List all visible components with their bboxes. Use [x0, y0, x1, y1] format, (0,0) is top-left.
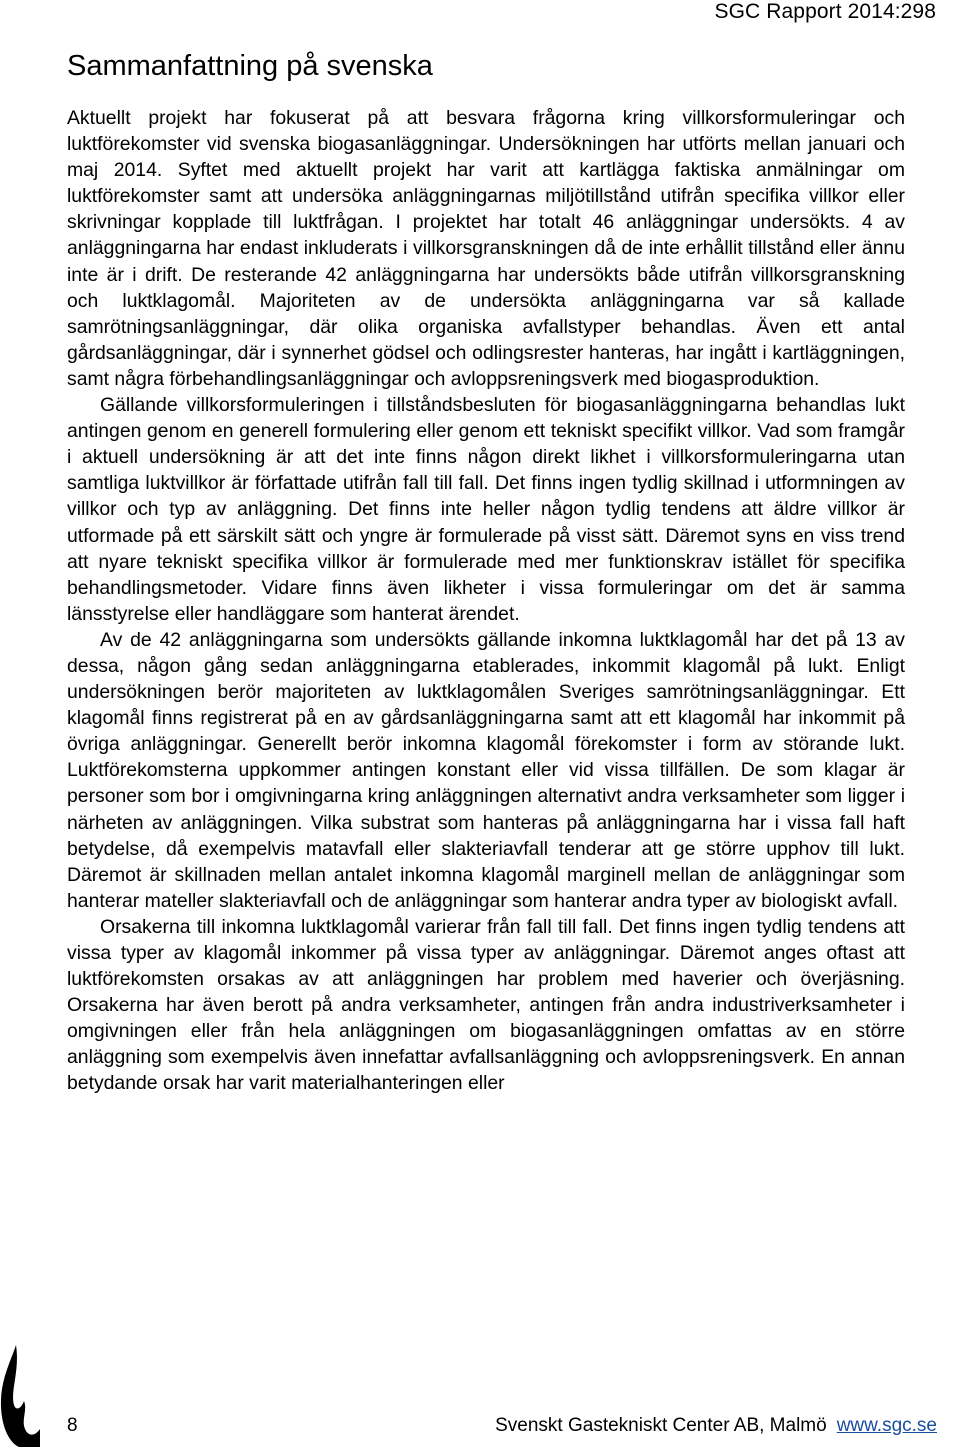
report-id: SGC Rapport 2014:298 — [714, 0, 936, 23]
flame-icon — [0, 1345, 40, 1447]
page-title: Sammanfattning på svenska — [67, 50, 433, 82]
paragraph-4: Orsakerna till inkomna luktklagomål varierar från fall till fall. Det finns ingen tydlig tendens att vissa typer av klagomål inkommer på vissa typer av anläggningar. Däremot anges oftast att luktförekomsten orsakas av att anläggningen har problem med haverier och överjäsning. Orsakerna har även berott på andra verksamheter, antingen från andra industriverksamheter i omgivningen eller från hela anläggningen om biogasanläggningen omfattas av en större anläggning som exempelvis även innefattar avfallsanläggning och avloppsreningsverk. En annan betydande orsak har varit materialhanteringen eller — [67, 915, 905, 1095]
paragraph-2: Gällande villkorsformuleringen i tillståndsbesluten för biogasanläggningarna behandlas lukt antingen genom en generell formulering eller genom ett tekniskt specifikt villkor. Vad som framgår i aktuell undersökning är att det inte finns någon direkt likhet i villkorsformuleringarna utan samtliga luktvillkor är författade utifrån fall till fall. Det finns ingen tydlig skillnad i utformningen av villkor och typ av anläggning. Det finns inte heller någon tydlig tendens att äldre villkor är utformade på ett särskilt sätt och yngre är formulerade på visst sätt. Däremot syns en viss trend att nyare tekniskt specifika villkor är formulerade med mer funktionskrav istället för specifika behandlingsmetoder. Vidare finns även likheter i vissa formuleringar om det är samma länsstyrelse eller handläggare som hanterat ärendet. — [67, 394, 905, 625]
paragraph-1: Aktuellt projekt har fokuserat på att besvara frågorna kring villkorsformuleringar och luktförekomster vid svenska biogasanläggningar. Undersökningen har utförts mellan januari och maj 2014. Syftet med aktuellt projekt har varit att kartlägga faktiska anmälningar om luktförekomster samt att undersöka anläggningarnas miljötillstånd utifrån specifika villkor eller skrivningar kopplade till luktfrågan. I projektet har totalt 46 anläggningar undersökts. 4 av anläggningarna har endast inkluderats i villkorsgranskningen då de inte erhållit tillstånd eller ännu inte är i drift. De resterande 42 anläggningarna har undersökts både utifrån villkorsgranskning och luktklagomål. Majoriteten av de undersökta anläggningarna var så kallade samrötningsanläggningar, där olika organiska avfallstyper behandlas. Även ett antal gårdsanläggningar, där i synnerhet gödsel och odlingsrester hanteras, har ingått i kartläggningen, samt några förbehandlingsanläggningar och avloppsreningsverk med biogasproduktion. — [67, 107, 905, 390]
document-body — [67, 105, 905, 1097]
paragraph-3: Av de 42 anläggningarna som undersökts gällande inkomna luktklagomål har det på 13 av dessa, någon gång sedan anläggningarna etablerades, inkommit klagomål på lukt. Enligt undersökningen berör majoriteten av luktklagomålen Sveriges samrötningsanläggningar. Ett klagomål finns registrerat på en av gårdsanläggningarna samt att ett klagomål har inkommit på övriga anläggningar. Generellt berör inkomna klagomål förekomster i form av störande lukt. Luktförekomsterna uppkommer antingen konstant eller vid vissa tillfällen. De som klagar är personer som bor i omgivningarna kring anläggningen alternativt andra verksamheter som ligger i närheten av anläggningen. Vilka substrat som hanteras på anläggningarna har i vissa fall haft betydelse, då exempelvis matavfall eller slakteriavfall tenderar att ge större upphov till lukt. Däremot är skillnaden mellan antalet inkomna klagomål marginell mellan de anläggningar som hanterar mateller slakteriavfall och de anläggningar som hanterar andra typer av biologiskt avfall. — [67, 628, 905, 912]
website-link[interactable]: www.sgc.se — [836, 1415, 937, 1436]
page-number: 8 — [67, 1415, 78, 1436]
footer-credit — [495, 1414, 937, 1438]
organization-name: Svenskt Gastekniskt Center AB, Malmö — [495, 1415, 827, 1436]
